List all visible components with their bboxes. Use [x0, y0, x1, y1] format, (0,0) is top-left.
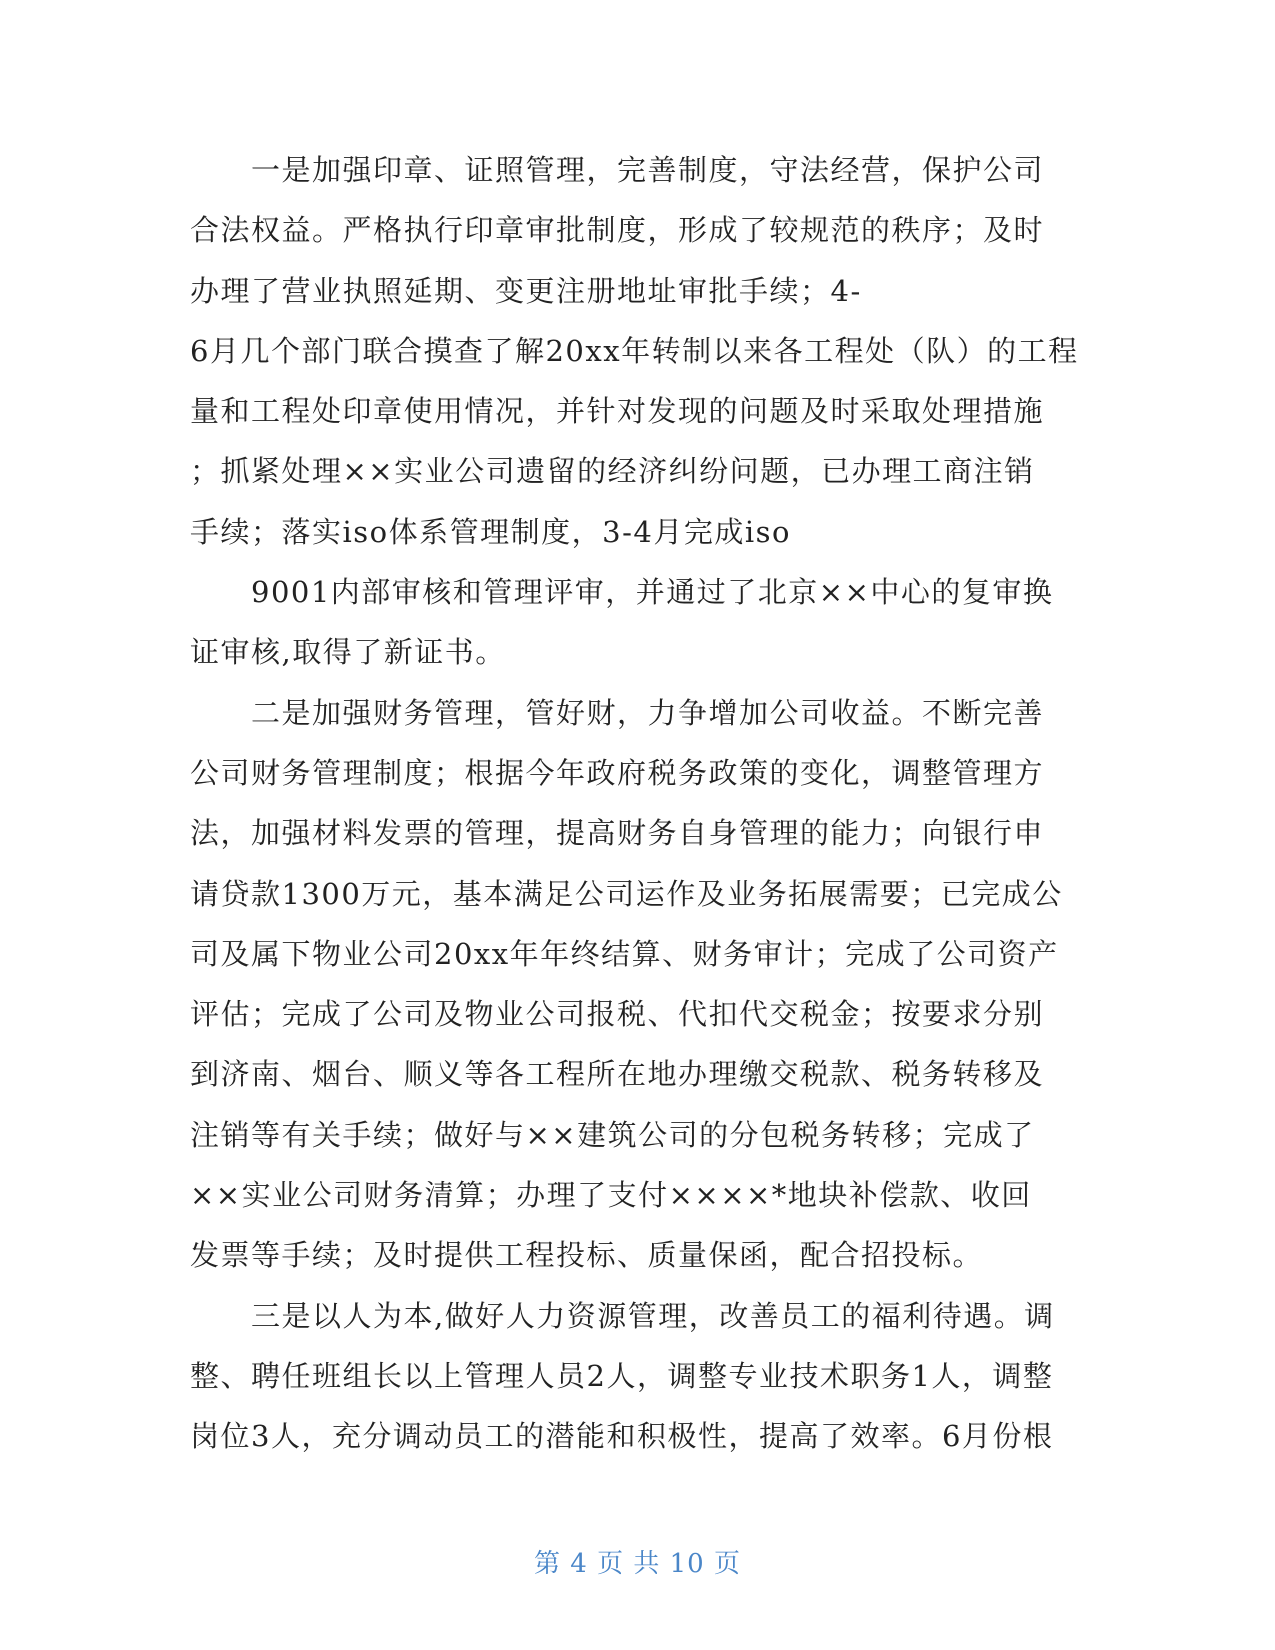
- text-line: ××实业公司财务清算；办理了支付××××*地块补偿款、收回: [190, 1178, 1032, 1213]
- text-line: 三是以人为本,做好人力资源管理，改善员工的福利待遇。调: [190, 1298, 1055, 1333]
- text-line: 注销等有关手续；做好与××建筑公司的分包税务转移；完成了: [190, 1117, 1035, 1152]
- text-line: 手续；落实iso体系管理制度，3-4月完成iso: [190, 514, 791, 549]
- text-line: 整、聘任班组长以上管理人员2人，调整专业技术职务1人，调整: [190, 1358, 1054, 1393]
- text-line: 证审核,取得了新证书。: [190, 635, 506, 670]
- text-line: 量和工程处印章使用情况，并针对发现的问题及时采取处理措施: [190, 394, 1045, 429]
- text-line: 到济南、烟台、顺义等各工程所在地办理缴交税款、税务转移及: [190, 1057, 1045, 1092]
- body-text: [190, 140, 1090, 1467]
- text-line: 二是加强财务管理，管好财，力争增加公司收益。不断完善: [190, 695, 1045, 730]
- text-line: 办理了营业执照延期、变更注册地址审批手续；4-: [190, 273, 862, 308]
- text-line: 法，加强材料发票的管理，提高财务自身管理的能力；向银行申: [190, 816, 1045, 851]
- text-line: 司及属下物业公司20xx年年终结算、财务审计；完成了公司资产: [190, 936, 1059, 971]
- text-line: ；抓紧处理××实业公司遗留的经济纠纷问题，已办理工商注销: [190, 454, 1035, 489]
- text-line: 一是加强印章、证照管理，完善制度，守法经营，保护公司: [190, 153, 1045, 187]
- text-line: 9001内部审核和管理评审，并通过了北京××中心的复审换: [190, 575, 1054, 610]
- text-line: 6月几个部门联合摸查了解20xx年转制以来各工程处（队）的工程: [190, 333, 1079, 368]
- text-line: 岗位3人，充分调动员工的潜能和积极性，提高了效率。6月份根: [190, 1419, 1054, 1454]
- text-line: 请贷款1300万元，基本满足公司运作及业务拓展需要；已完成公: [190, 876, 1063, 911]
- page-number-footer: 第 4 页 共 10 页: [534, 1549, 741, 1579]
- text-line: 合法权益。严格执行印章审批制度，形成了较规范的秩序；及时: [190, 213, 1045, 248]
- text-line: 公司财务管理制度；根据今年政府税务政策的变化，调整管理方: [190, 755, 1045, 790]
- text-line: 发票等手续；及时提供工程投标、质量保函，配合招投标。: [190, 1238, 984, 1273]
- text-line: 评估；完成了公司及物业公司报税、代扣代交税金；按要求分别: [190, 997, 1045, 1032]
